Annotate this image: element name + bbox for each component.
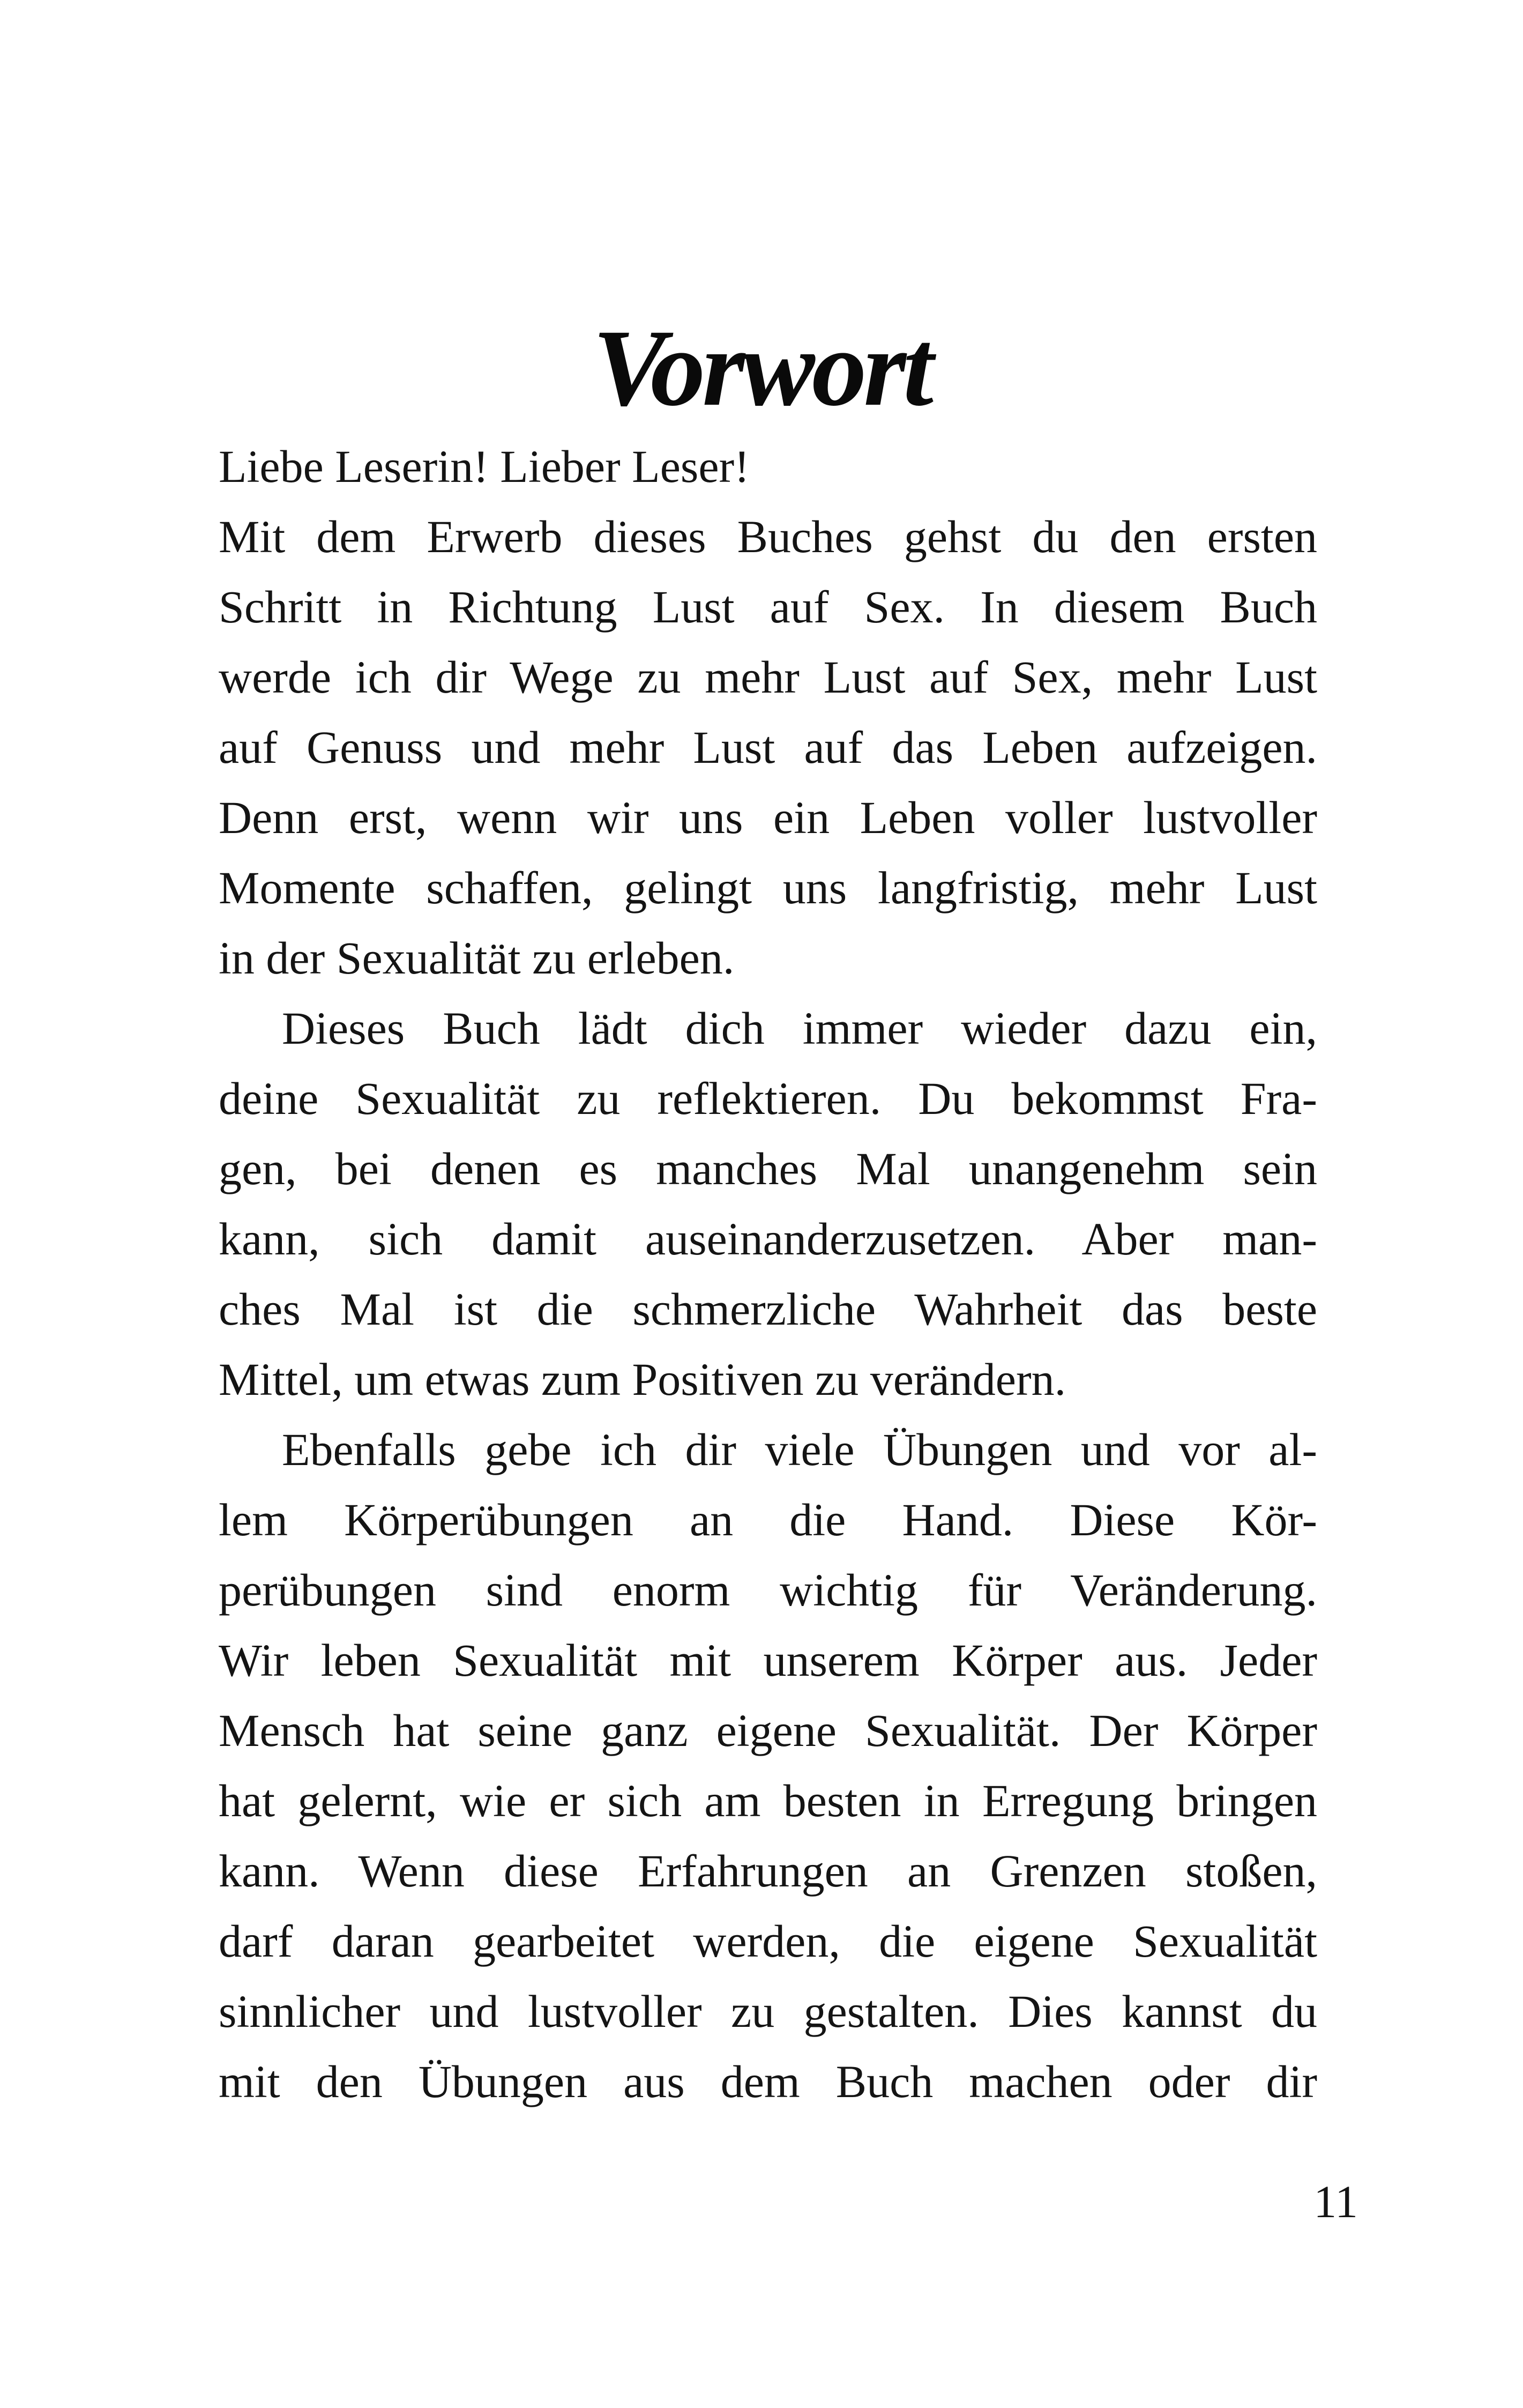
text-line: kann, sich damit auseinanderzusetzen. Aber man- — [219, 1213, 1317, 1265]
text-line: auf Genuss und mehr Lust auf das Leben aufzeigen. — [219, 722, 1317, 773]
body-paragraphs — [219, 432, 1317, 2117]
text-line: mit den Übungen aus dem Buch machen oder dir — [219, 2056, 1317, 2107]
text-line: Mittel, um etwas zum Positiven zu verändern. — [219, 1354, 1066, 1405]
text-line: werde ich dir Wege zu mehr Lust auf Sex, mehr Lust — [219, 651, 1317, 703]
text-line: Schritt in Richtung Lust auf Sex. In diesem Buch — [219, 581, 1317, 633]
page-number: 11 — [1313, 2176, 1358, 2227]
text-line: deine Sexualität zu reflektieren. Du bekommst Fra- — [219, 1073, 1317, 1124]
text-line: lem Körperübungen an die Hand. Diese Kör- — [219, 1494, 1317, 1545]
text-line: in der Sexualität zu erleben. — [219, 932, 735, 984]
text-line: Ebenfalls gebe ich dir viele Übungen und vor al- — [282, 1424, 1317, 1475]
text-line: perübungen sind enorm wichtig für Veränderung. — [219, 1564, 1317, 1616]
chapter-title: Vorwort — [592, 307, 931, 429]
text-line: ches Mal ist die schmerzliche Wahrheit das beste — [219, 1283, 1317, 1335]
text-line: gen, bei denen es manches Mal unangenehm sein — [219, 1143, 1317, 1194]
text-line: hat gelernt, wie er sich am besten in Erregung bringen — [219, 1775, 1317, 1826]
text-line: darf daran gearbeitet werden, die eigene Sexualität — [219, 1915, 1317, 1967]
text-line: Wir leben Sexualität mit unserem Körper aus. Jeder — [219, 1634, 1317, 1686]
text-line: Mit dem Erwerb dieses Buches gehst du den ersten — [219, 511, 1317, 562]
text-line: Momente schaffen, gelingt uns langfristig, mehr Lust — [219, 862, 1317, 913]
text-line: Dieses Buch lädt dich immer wieder dazu ein, — [282, 1002, 1317, 1054]
text-line: kann. Wenn diese Erfahrungen an Grenzen stoßen, — [219, 1845, 1317, 1897]
text-line: sinnlicher und lustvoller zu gestalten. Dies kannst du — [219, 1986, 1317, 2037]
text-line: Denn erst, wenn wir uns ein Leben voller lustvoller — [219, 792, 1317, 843]
body-text — [219, 432, 1317, 2117]
text-line: Mensch hat seine ganz eigene Sexualität. Der Körper — [219, 1705, 1317, 1756]
text-line: Liebe Leserin! Lieber Leser! — [219, 441, 750, 492]
